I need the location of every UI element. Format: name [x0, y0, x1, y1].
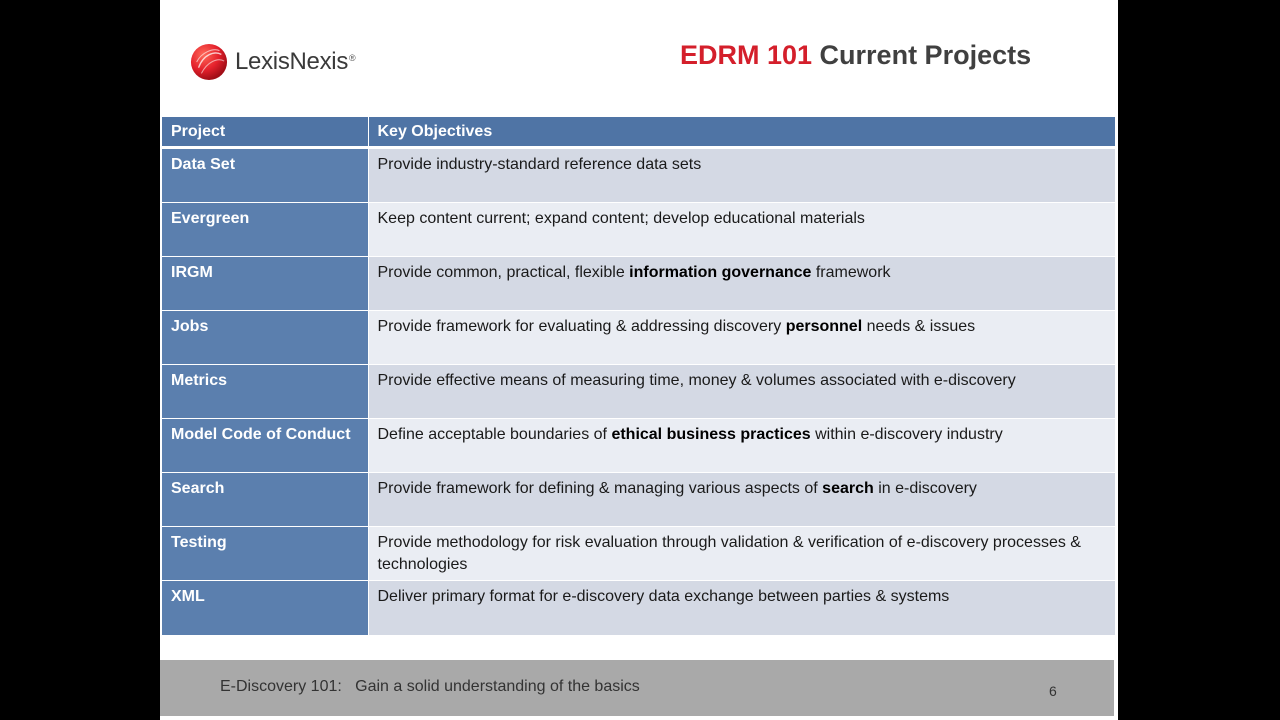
table-header-row — [162, 117, 1115, 148]
page-number: 6 — [1049, 683, 1057, 699]
objective-cell — [368, 365, 1115, 419]
table-row — [162, 473, 1115, 527]
objective-cell — [368, 527, 1115, 581]
lexisnexis-logo — [190, 42, 356, 82]
footer-bar — [160, 660, 1114, 716]
objective-cell — [368, 473, 1115, 527]
slide — [160, 0, 1118, 720]
project-name-cell: Evergreen — [162, 203, 368, 257]
project-name-cell: Jobs — [162, 311, 368, 365]
objective-text: Provide industry-standard reference data sets — [377, 156, 702, 173]
objective-emphasis: information governance — [629, 264, 812, 281]
objective-cell — [368, 148, 1115, 203]
objective-text: in e-discovery — [873, 480, 977, 497]
project-name-cell: Testing — [162, 527, 368, 581]
title-rest: Current Projects — [812, 40, 1032, 70]
table-row — [162, 419, 1115, 473]
table-row — [162, 257, 1115, 311]
project-name-cell: IRGM — [162, 257, 368, 311]
table-row — [162, 365, 1115, 419]
table-row — [162, 581, 1115, 636]
projects-table — [162, 117, 1115, 636]
table-row — [162, 148, 1115, 203]
project-name-cell: XML — [162, 581, 368, 636]
objective-text: Provide methodology for risk evaluation through validation & verification of e-discovery processes & technologies — [377, 534, 1081, 573]
objective-cell — [368, 581, 1115, 636]
objective-text: Provide common, practical, flexible — [377, 264, 630, 281]
project-name-cell: Model Code of Conduct — [162, 419, 368, 473]
objective-cell — [368, 311, 1115, 365]
footer-text: E-Discovery 101: Gain a solid understanding of the basics — [220, 678, 640, 695]
objective-text: Provide effective means of measuring time, money & volumes associated with e-discovery — [377, 372, 1016, 389]
project-name-cell: Metrics — [162, 365, 368, 419]
logo-wordmark: LexisNexis — [235, 48, 349, 75]
objective-cell — [368, 257, 1115, 311]
project-name-cell: Search — [162, 473, 368, 527]
objective-text: Define acceptable boundaries of — [377, 426, 612, 443]
objective-text: Provide framework for defining & managing various aspects of — [377, 480, 823, 497]
objective-emphasis: personnel — [785, 318, 863, 335]
project-name-cell: Data Set — [162, 148, 368, 203]
logo-trademark: ® — [349, 53, 356, 63]
table-row — [162, 203, 1115, 257]
objective-text: framework — [811, 264, 891, 281]
objective-text: needs & issues — [862, 318, 976, 335]
header-key-objectives: Key Objectives — [368, 117, 1115, 148]
objective-cell — [368, 419, 1115, 473]
objective-emphasis: ethical business practices — [611, 426, 811, 443]
objective-cell — [368, 203, 1115, 257]
table-body — [162, 148, 1115, 636]
objective-text: Deliver primary format for e-discovery data exchange between parties & systems — [377, 588, 950, 605]
objective-text: within e-discovery industry — [810, 426, 1003, 443]
objective-emphasis: search — [822, 480, 874, 497]
table-row — [162, 311, 1115, 365]
slide-title — [680, 40, 1080, 71]
objective-text: Provide framework for evaluating & addressing discovery — [377, 318, 786, 335]
header-project: Project — [162, 117, 368, 148]
title-accent: EDRM 101 — [680, 40, 813, 70]
objective-text: Keep content current; expand content; develop educational materials — [377, 210, 865, 227]
lexisnexis-sphere-icon — [190, 43, 228, 81]
table-row — [162, 527, 1115, 581]
